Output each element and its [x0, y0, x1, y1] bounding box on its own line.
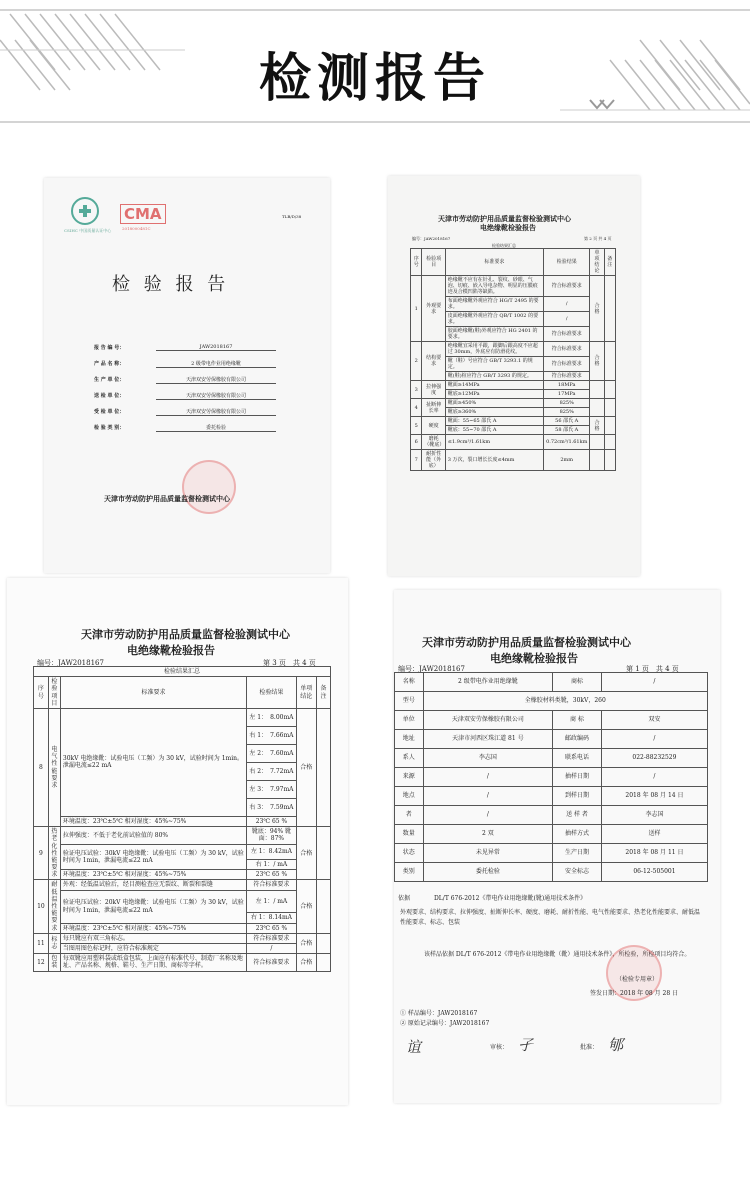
- row-label: 来源: [395, 768, 424, 787]
- row-requirement: 验证电压试验：30kV 电绝缘靴：试验电压（工频）为 30 kV，试验时间为 1min，泄漏电流≤22 mA: [60, 844, 246, 870]
- page3-org: 天津市劳动防护用品质量监督检验测试中心: [81, 628, 290, 641]
- basis-label: 依据: [398, 895, 411, 902]
- report-page-1: [394, 590, 720, 1103]
- table-row: [395, 692, 708, 711]
- table-row: [34, 954, 331, 971]
- row-result: 58 邵氏 A: [544, 426, 590, 435]
- field-label: 检 验 类 别：: [94, 425, 125, 431]
- row-remark: [604, 450, 615, 471]
- row-result: 符合标准要求: [544, 327, 590, 342]
- summary-title: 检验结果汇总: [34, 667, 331, 677]
- row-item: 拉伸强度: [422, 381, 445, 399]
- row-remark: [316, 933, 330, 953]
- row-conclusion: 合格: [590, 417, 604, 435]
- page-title: 检测报告: [258, 49, 491, 109]
- column-header: 序号: [34, 677, 49, 709]
- header-banner: [0, 0, 750, 130]
- signature-inspector: 谊: [406, 1038, 422, 1056]
- row-requirement: 靴（鞋）号应符合 GB/T 3293.1 的规定。: [445, 357, 543, 372]
- row-label: 地点: [395, 787, 424, 806]
- page2-title: 电绝缘靴检验报告: [480, 223, 536, 232]
- row-result: 符合标准要求: [544, 357, 590, 372]
- approve-label: 批准：: [580, 1044, 599, 1051]
- row-requirement: 30kV 电绝缘靴：试验电压（工频）为 30 kV，试验时间为 1min。泄漏电流≤22 mA: [60, 708, 246, 816]
- row-remark: [604, 399, 615, 417]
- row-result: /: [544, 297, 590, 312]
- row-number: 8: [34, 708, 49, 826]
- column-header: 检验结果: [247, 677, 296, 709]
- row-value: 2 级带电作业用绝缘靴: [423, 673, 553, 692]
- env-result: 23℃ 65 %: [247, 870, 296, 880]
- row-value-2: 2018 年 08 月 14 日: [601, 787, 707, 806]
- row-remark: [604, 381, 615, 399]
- row-item: 磨耗（靴底）: [422, 435, 445, 450]
- row-result: 2mm: [544, 450, 590, 471]
- table-row: [34, 943, 331, 953]
- conclusion-text: 该样品依据 DL/T 676-2012《带电作业用绝缘靴（靴）通用技术条件》，所检验，所检项目均符合。: [424, 951, 691, 958]
- report-page-2: [388, 176, 640, 576]
- row-item: 电气性能要求: [48, 708, 60, 826]
- row-result: 符合标准要求: [544, 342, 590, 357]
- certification-label: CSIHC 中国质量认证中心: [64, 228, 112, 233]
- field-label: 受 检 单 位：: [94, 409, 125, 415]
- row-result: 右 3： 7.59mA: [247, 798, 296, 816]
- column-header: 备注: [316, 677, 330, 709]
- row-result: 825%: [544, 399, 590, 408]
- table-row: [411, 342, 616, 357]
- row-result: /: [544, 312, 590, 327]
- row-requirement: 布面绝缘靴外观应符合 HG/T 2495 的要求。: [445, 297, 543, 312]
- row-number: 2: [411, 342, 422, 381]
- row-label: 单位: [395, 711, 424, 730]
- official-stamp: [182, 460, 236, 514]
- table-row: [34, 923, 331, 933]
- row-value-2: /: [601, 673, 707, 692]
- env-requirement: 环境温度：23℃±5℃ 相对湿度：45%~75%: [60, 923, 246, 933]
- row-conclusion: 合格: [296, 880, 316, 933]
- row-number: 11: [34, 933, 49, 953]
- table-row: [34, 827, 331, 844]
- note-1: ① 样品编号：JAW2018167: [400, 1010, 478, 1017]
- page3-number: 编号：JAW2018167: [37, 659, 104, 667]
- table-row: [411, 399, 616, 408]
- row-value-2: 2018 年 08 月 11 日: [601, 844, 707, 863]
- page2-page: 第 2 页 共 4 页: [584, 236, 612, 241]
- row-number: 5: [411, 417, 422, 435]
- row-label: 者: [395, 806, 424, 825]
- row-result: 左 1： 8.00mA: [247, 708, 296, 726]
- row-requirement: 靴面≥14MPa: [445, 381, 543, 390]
- column-header: 标准要求: [60, 677, 246, 709]
- page1-table: [394, 672, 708, 882]
- row-label-2: 安全标志: [553, 863, 602, 882]
- row-label-2: 邮政编码: [553, 730, 602, 749]
- column-header: 检验结果: [544, 249, 590, 276]
- table-row: [395, 730, 708, 749]
- row-label: 地址: [395, 730, 424, 749]
- row-label-2: 联系电话: [553, 749, 602, 768]
- row-conclusion: [590, 381, 604, 399]
- row-number: 4: [411, 399, 422, 417]
- row-value: 委托检验: [423, 863, 553, 882]
- env-result: 23℃ 65 %: [247, 923, 296, 933]
- row-result: 左 2： 7.60mA: [247, 744, 296, 762]
- row-number: 12: [34, 954, 49, 971]
- row-value-2: /: [601, 768, 707, 787]
- row-label-2: 生产日期: [553, 844, 602, 863]
- cover-org: 天津市劳动防护用品质量监督检测试中心: [104, 494, 230, 503]
- table-row: [34, 870, 331, 880]
- column-header: 序号: [411, 249, 422, 276]
- table-header-row: [34, 677, 331, 709]
- column-header: 单项结论: [296, 677, 316, 709]
- row-label-2: 送 样 者: [553, 806, 602, 825]
- row-remark: [604, 276, 615, 342]
- row-value: 李志国: [423, 749, 553, 768]
- row-number: 3: [411, 381, 422, 399]
- row-remark: [316, 880, 330, 933]
- table-row: [395, 844, 708, 863]
- row-result: 56 邵氏 A: [544, 417, 590, 426]
- row-label: 类别: [395, 863, 424, 882]
- page1-org: 天津市劳动防护用品质量监督检验测试中心: [422, 636, 631, 649]
- row-conclusion: 合格: [296, 954, 316, 971]
- row-number: 9: [34, 827, 49, 880]
- row-result: 符合标准要求: [247, 933, 296, 943]
- row-value-2: 022-88232529: [601, 749, 707, 768]
- row-item: 耐折性能（外底）: [422, 450, 445, 471]
- summary-row: [34, 667, 331, 677]
- table-row: [411, 435, 616, 450]
- row-result: 符合标准要求: [247, 880, 296, 890]
- field-value: 2 级带电作业用绝缘靴: [156, 360, 276, 368]
- form-code: TLB/D/38: [282, 214, 302, 219]
- table-row: [411, 417, 616, 426]
- row-result: 左 1：8.42mA: [247, 844, 296, 860]
- row-value: /: [423, 806, 553, 825]
- row-conclusion: 合格: [296, 827, 316, 880]
- row-value: 天津双安劳保橡胶有限公司: [423, 711, 553, 730]
- table-row: [34, 708, 331, 726]
- table-row: [34, 933, 331, 943]
- column-header: 检验项目: [422, 249, 445, 276]
- row-conclusion: 合格: [296, 708, 316, 826]
- row-requirement: 绝缘靴宜采用平跟，跟脚后跟高度不应超过 30mm，外底应有防滑花纹。: [445, 342, 543, 357]
- column-header: 单项结论: [590, 249, 604, 276]
- row-requirement: ≤1.9cm³/1.61km: [445, 435, 543, 450]
- page2-table: [410, 248, 616, 471]
- table-row: [34, 816, 331, 826]
- row-item: 扯断伸长率: [422, 399, 445, 417]
- table-row: [411, 381, 616, 390]
- table-row: [411, 450, 616, 471]
- field-label: 报 告 编 号：: [94, 345, 125, 351]
- row-conclusion: [590, 435, 604, 450]
- field-label: 生 产 单 位：: [94, 377, 125, 383]
- env-result: 23℃ 65 %: [247, 816, 296, 826]
- cma-logo: CMA: [120, 204, 166, 224]
- report-page-3: [7, 578, 348, 1105]
- row-value: /: [423, 787, 553, 806]
- note-2: ② 原始记录编号：JAW2018167: [400, 1020, 490, 1027]
- env-requirement: 环境温度：23℃±5℃ 相对湿度：45%~75%: [60, 870, 246, 880]
- column-header: 备注: [604, 249, 615, 276]
- row-requirement: 验证电压试验：20kV 电绝缘靴：试验电压（工频）为 30 kV，试验时间为 1min，泄漏电流≤22 mA: [60, 890, 246, 923]
- field-value: 委托检验: [156, 424, 276, 432]
- row-value: 全橡胶材料类靴，30kV，260: [423, 692, 707, 711]
- row-number: 10: [34, 880, 49, 933]
- row-requirement: 靴(鞋)楦应符合 GB/T 3293 的规定。: [445, 372, 543, 381]
- row-result: 右 2： 7.72mA: [247, 762, 296, 780]
- report-cover-page: [44, 178, 330, 573]
- row-result: 靴底：94% 靴面：87%: [247, 827, 296, 844]
- page1-title: 电绝缘靴检验报告: [490, 652, 578, 665]
- table-row: [395, 863, 708, 882]
- row-requirement: 靴底：55~70 邵氏 A: [445, 426, 543, 435]
- row-label: 系人: [395, 749, 424, 768]
- row-requirement: 靴面≥450%: [445, 399, 543, 408]
- field-value: 天津双安劳保橡胶有限公司: [156, 408, 276, 416]
- row-value-2: 送样: [601, 825, 707, 844]
- row-label-2: 商标: [553, 673, 602, 692]
- table-row: [395, 825, 708, 844]
- row-label: 状态: [395, 844, 424, 863]
- table-row: [34, 844, 331, 860]
- row-label: 名称: [395, 673, 424, 692]
- row-value-2: 06-12-505001: [601, 863, 707, 882]
- page1-page: 第 1 页 共 4 页: [626, 665, 679, 673]
- row-conclusion: [590, 399, 604, 417]
- row-result: 符合标准要求: [247, 954, 296, 971]
- row-conclusion: 合格: [590, 276, 604, 342]
- page1-number: 编号：JAW2018167: [398, 665, 465, 673]
- field-value: 天津双安劳保橡胶有限公司: [156, 376, 276, 384]
- row-remark: [316, 954, 330, 971]
- page2-org: 天津市劳动防护用品质量监督检验测试中心: [438, 214, 571, 223]
- table-row: [395, 768, 708, 787]
- row-result: 右 1： 7.66mA: [247, 726, 296, 744]
- row-result: 右 1：8.14mA: [247, 913, 296, 923]
- table-row: [395, 749, 708, 768]
- row-result: 右 1：/ mA: [247, 860, 296, 870]
- cover-title: 检 验 报 告: [112, 274, 230, 295]
- row-remark: [604, 435, 615, 450]
- row-item: 结构要求: [422, 342, 445, 381]
- row-number: 6: [411, 435, 422, 450]
- row-value: /: [423, 768, 553, 787]
- row-result: 17MPa: [544, 390, 590, 399]
- row-value: 未见异常: [423, 844, 553, 863]
- row-label-2: 抽样方式: [553, 825, 602, 844]
- row-value-2: 李志国: [601, 806, 707, 825]
- row-label: 数量: [395, 825, 424, 844]
- basis-text: DL/T 676-2012《带电作业用绝缘靴(靴)通用技术条件》: [434, 895, 587, 902]
- column-header: 检验项目: [48, 677, 60, 709]
- table-row: [395, 711, 708, 730]
- audit-label: 审核：: [490, 1044, 509, 1051]
- row-requirement: 每只靴应有双三角标志。: [60, 933, 246, 943]
- column-header: 标准要求: [445, 249, 543, 276]
- row-item: 硬度: [422, 417, 445, 435]
- row-requirement: 当图用图色标记时，应符合标准规定: [60, 943, 246, 953]
- row-item: 外观要求: [422, 276, 445, 342]
- row-result: 符合标准要求: [544, 372, 590, 381]
- row-remark: [316, 708, 330, 826]
- table-row: [395, 806, 708, 825]
- row-value-2: 双安: [601, 711, 707, 730]
- certification-logo-icon: [70, 196, 100, 226]
- table-row: [411, 276, 616, 297]
- row-requirement: 靴底≥360%: [445, 408, 543, 417]
- table-row: [34, 880, 331, 890]
- row-requirement: 绝缘靴不应有在针孔、裂纹、砂眼、气泡、切痕、嵌入导电杂物、明显的压膜痕迹及合模凹陷等缺陷。: [445, 276, 543, 297]
- page2-number: 编号：JAW2018167: [412, 236, 451, 241]
- table-header-row: [411, 249, 616, 276]
- page3-title: 电绝缘靴检验报告: [127, 644, 215, 657]
- row-label-2: 商 标: [553, 711, 602, 730]
- items-text: 外观要求、结构要求、拉伸强度、扯断伸长率、硬度、磨耗、耐折性能、电气性能要求、热老化性能要求、耐低温性能要求、标志、包装: [400, 909, 701, 926]
- row-requirement: 3 万次，裂口增长长度≤4mm: [445, 450, 543, 471]
- row-requirement: 皮面绝缘靴外观应符合 QB/T 1002 的要求。: [445, 312, 543, 327]
- row-conclusion: [590, 450, 604, 471]
- row-item: 包装: [48, 954, 60, 971]
- field-label: 送 检 单 位：: [94, 393, 125, 399]
- row-result: /: [247, 943, 296, 953]
- row-remark: [604, 342, 615, 381]
- row-label-2: 到样日期: [553, 787, 602, 806]
- field-label: 产 品 名 称：: [94, 361, 125, 367]
- cma-number: 2018000481C: [122, 226, 151, 231]
- signature-auditor: 孑: [518, 1036, 534, 1054]
- row-label-2: 抽样日期: [553, 768, 602, 787]
- row-result: 左 1：/ mA: [247, 890, 296, 913]
- stamp-note: （检验专用章）: [616, 976, 659, 983]
- row-number: 7: [411, 450, 422, 471]
- field-value: JAW2018167: [156, 344, 276, 351]
- row-value-2: /: [601, 730, 707, 749]
- row-value: 2 双: [423, 825, 553, 844]
- env-requirement: 环境温度：23℃±5℃ 相对湿度：45%~75%: [60, 816, 246, 826]
- row-conclusion: 合格: [590, 342, 604, 381]
- signature-approver: 郇: [608, 1036, 624, 1054]
- row-remark: [316, 827, 330, 880]
- row-conclusion: 合格: [296, 933, 316, 953]
- row-requirement: 胶面绝缘靴(鞋)外观应符合 HG 2401 的要求。: [445, 327, 543, 342]
- field-value: 天津双安劳保橡胶有限公司: [156, 392, 276, 400]
- row-item: 标志: [48, 933, 60, 953]
- table-row: [34, 890, 331, 913]
- table-row: [395, 787, 708, 806]
- table-row: [395, 673, 708, 692]
- row-label: 型号: [395, 692, 424, 711]
- row-requirement: 每双靴应用塑料袋或纸盒包装，上面应有标准代号、制造厂名称及地址、产品名称、规格、鞋号、生产日期、商标等字样。: [60, 954, 246, 971]
- sign-date: 签发日期：2018 年 08 月 28 日: [590, 990, 679, 997]
- row-requirement: 拉伸强度：不低于老化前试验值的 80%: [60, 827, 246, 844]
- row-result: 18MPa: [544, 381, 590, 390]
- row-result: 825%: [544, 408, 590, 417]
- row-item: 耐低温性能要求: [48, 880, 60, 933]
- page2-summary: 检验结果汇总: [492, 243, 516, 248]
- row-remark: [604, 417, 615, 435]
- row-requirement: 靴面：55~65 邵氏 A: [445, 417, 543, 426]
- row-result: 符合标准要求: [544, 276, 590, 297]
- row-number: 1: [411, 276, 422, 342]
- page3-page: 第 3 页 共 4 页: [263, 659, 316, 667]
- row-item: 热老化性能要求: [48, 827, 60, 880]
- row-result: 左 3： 7.97mA: [247, 780, 296, 798]
- row-result: 0.72cm³/1.61km: [544, 435, 590, 450]
- row-requirement: 靴底≥12MPa: [445, 390, 543, 399]
- row-requirement: 外观：经低温试验后，经目测检查应无裂纹、断裂和裂缝: [60, 880, 246, 890]
- page3-table: [33, 666, 331, 972]
- row-value: 天津市河西区珠江道 81 号: [423, 730, 553, 749]
